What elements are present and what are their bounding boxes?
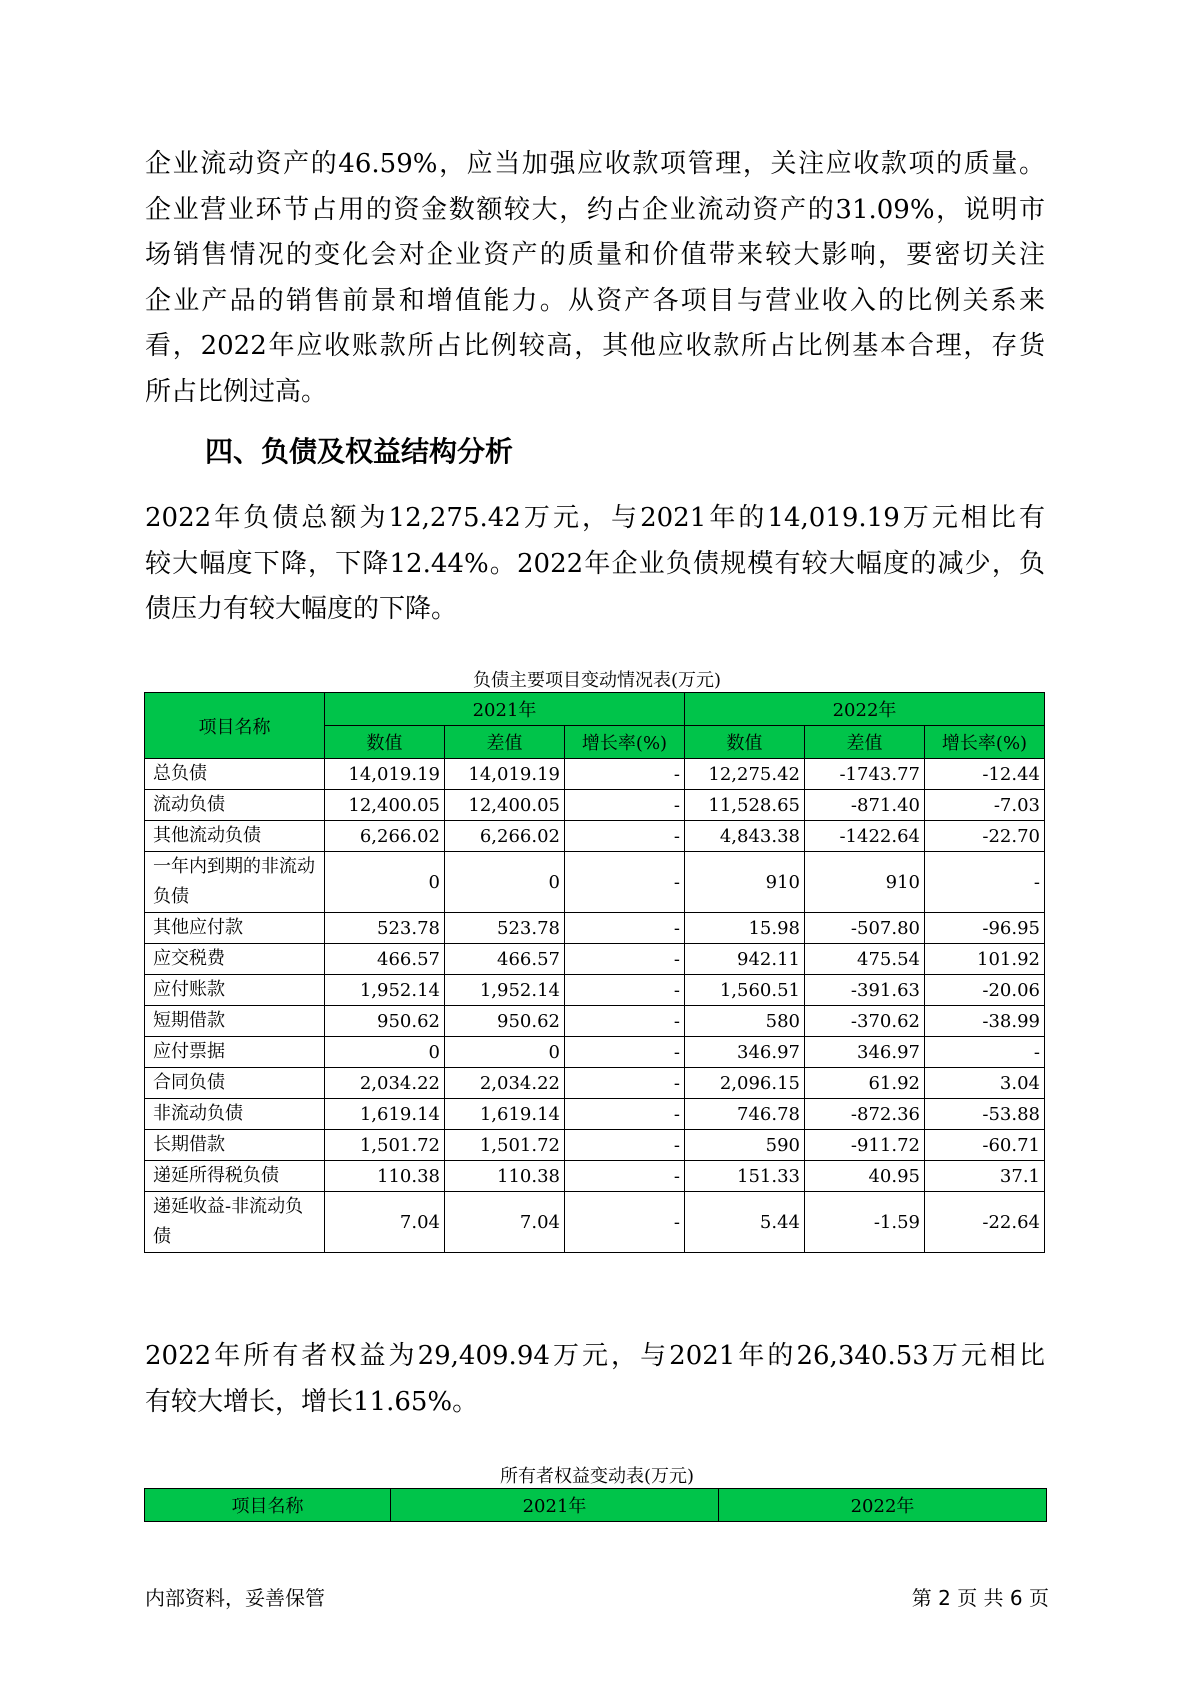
cell-value: - [565, 759, 685, 790]
cell-value: - [565, 944, 685, 975]
cell-value: -12.44 [925, 759, 1045, 790]
cell-value: 942.11 [685, 944, 805, 975]
cell-value: - [565, 1037, 685, 1068]
row-item-name: 流动负债 [145, 790, 325, 821]
cell-value: - [565, 1130, 685, 1161]
table-caption-liabilities: 负债主要项目变动情况表(万元) [472, 670, 722, 691]
text-line: 2022年所有者权益为29,409.94万元，与2021年的26,340.53万元相比 [145, 1341, 1045, 1371]
cell-value: -911.72 [805, 1130, 925, 1161]
cell-value: -391.63 [805, 975, 925, 1006]
cell-value: -370.62 [805, 1006, 925, 1037]
cell-value: 346.97 [805, 1037, 925, 1068]
cell-value: 2,034.22 [445, 1068, 565, 1099]
cell-value: 2,096.15 [685, 1068, 805, 1099]
cell-value: 1,952.14 [445, 975, 565, 1006]
text-line: 有较大增长，增长11.65%。 [145, 1386, 479, 1417]
cell-value: -871.40 [805, 790, 925, 821]
cell-value: -507.80 [805, 913, 925, 944]
cell-value: 1,619.14 [325, 1099, 445, 1130]
cell-value: - [565, 1068, 685, 1099]
cell-value: -872.36 [805, 1099, 925, 1130]
cell-value: 151.33 [685, 1161, 805, 1192]
text-line: 企业产品的销售前景和增值能力。从资产各项目与营业收入的比例关系来 [145, 285, 1045, 316]
cell-value: 1,501.72 [445, 1130, 565, 1161]
cell-value: 3.04 [925, 1068, 1045, 1099]
cell-value: -60.71 [925, 1130, 1045, 1161]
cell-value: 40.95 [805, 1161, 925, 1192]
column-header-growth-rate: 增长率(%) [925, 726, 1045, 759]
cell-value: 101.92 [925, 944, 1045, 975]
cell-value: -1422.64 [805, 821, 925, 852]
cell-value: 346.97 [685, 1037, 805, 1068]
table-row [145, 1192, 1045, 1253]
cell-value: 950.62 [445, 1006, 565, 1037]
cell-value: 6,266.02 [325, 821, 445, 852]
cell-value: 0 [325, 1037, 445, 1068]
cell-value: 0 [445, 852, 565, 913]
equity-table [144, 1488, 1047, 1522]
cell-value: 11,528.65 [685, 790, 805, 821]
row-item-name: 递延所得税负债 [145, 1161, 325, 1192]
cell-value: 590 [685, 1130, 805, 1161]
column-header-year-2021: 2021年 [391, 1489, 719, 1522]
cell-value: - [565, 790, 685, 821]
cell-value: 6,266.02 [445, 821, 565, 852]
cell-value: 1,619.14 [445, 1099, 565, 1130]
cell-value: 4,843.38 [685, 821, 805, 852]
text-line: 场销售情况的变化会对企业资产的质量和价值带来较大影响，要密切关注 [145, 240, 1045, 270]
cell-value: - [565, 1099, 685, 1130]
row-item-name: 递延收益-非流动负债 [145, 1192, 325, 1253]
section-heading: 四、负债及权益结构分析 [205, 435, 514, 468]
cell-value: -20.06 [925, 975, 1045, 1006]
cell-value: - [565, 975, 685, 1006]
cell-value: 12,400.05 [445, 790, 565, 821]
table-row [145, 1099, 1045, 1130]
table-row [145, 759, 1045, 790]
cell-value: - [565, 852, 685, 913]
cell-value: 910 [805, 852, 925, 913]
cell-value: 12,275.42 [685, 759, 805, 790]
cell-value: - [565, 913, 685, 944]
cell-value: 0 [325, 852, 445, 913]
cell-value: 15.98 [685, 913, 805, 944]
cell-value: -1.59 [805, 1192, 925, 1253]
column-header-value: 数值 [685, 726, 805, 759]
column-header-item-name: 项目名称 [145, 1489, 391, 1522]
footer-confidential-note: 内部资料，妥善保管 [145, 1586, 325, 1610]
cell-value: - [925, 852, 1045, 913]
cell-value: - [925, 1037, 1045, 1068]
cell-value: 14,019.19 [445, 759, 565, 790]
cell-value: 475.54 [805, 944, 925, 975]
row-item-name: 非流动负债 [145, 1099, 325, 1130]
cell-value: - [565, 1192, 685, 1253]
cell-value: 5.44 [685, 1192, 805, 1253]
cell-value: 523.78 [325, 913, 445, 944]
table-row [145, 821, 1045, 852]
table-row [145, 1037, 1045, 1068]
row-item-name: 短期借款 [145, 1006, 325, 1037]
cell-value: - [565, 1006, 685, 1037]
cell-value: -38.99 [925, 1006, 1045, 1037]
paragraph-liabilities-summary [145, 496, 1045, 633]
text-line: 所占比例过高。 [145, 376, 328, 407]
table-row [145, 1006, 1045, 1037]
cell-value: - [565, 1161, 685, 1192]
table-row [145, 1068, 1045, 1099]
text-line: 2022年负债总额为12,275.42万元，与2021年的14,019.19万元相比有 [145, 503, 1045, 533]
column-header-year-2022: 2022年 [719, 1489, 1047, 1522]
row-item-name: 其他流动负债 [145, 821, 325, 852]
table-caption-equity: 所有者权益变动表(万元) [499, 1466, 695, 1487]
row-item-name: 其他应付款 [145, 913, 325, 944]
liabilities-table [144, 692, 1045, 1253]
cell-value: 7.04 [325, 1192, 445, 1253]
column-header-difference: 差值 [805, 726, 925, 759]
cell-value: 1,560.51 [685, 975, 805, 1006]
cell-value: 0 [445, 1037, 565, 1068]
cell-value: -96.95 [925, 913, 1045, 944]
footer-page-number: 第 2 页 共 6 页 [911, 1586, 1049, 1610]
table-row [145, 852, 1045, 913]
table-row [145, 913, 1045, 944]
text-line: 债压力有较大幅度的下降。 [145, 594, 458, 624]
cell-value: 61.92 [805, 1068, 925, 1099]
cell-value: 950.62 [325, 1006, 445, 1037]
cell-value: 523.78 [445, 913, 565, 944]
row-item-name: 应交税费 [145, 944, 325, 975]
cell-value: -22.64 [925, 1192, 1045, 1253]
cell-value: -22.70 [925, 821, 1045, 852]
table-row [145, 975, 1045, 1006]
cell-value: 14,019.19 [325, 759, 445, 790]
cell-value: 2,034.22 [325, 1068, 445, 1099]
cell-value: 466.57 [325, 944, 445, 975]
column-header-year-2021: 2021年 [325, 693, 685, 726]
text-line: 较大幅度下降，下降12.44%。2022年企业负债规模有较大幅度的减少，负 [145, 548, 1045, 579]
row-item-name: 合同负债 [145, 1068, 325, 1099]
paragraph-equity-summary [145, 1334, 1045, 1425]
table-row [145, 1161, 1045, 1192]
cell-value: -7.03 [925, 790, 1045, 821]
cell-value: 910 [685, 852, 805, 913]
row-item-name: 总负债 [145, 759, 325, 790]
row-item-name: 长期借款 [145, 1130, 325, 1161]
cell-value: 580 [685, 1006, 805, 1037]
cell-value: 1,952.14 [325, 975, 445, 1006]
row-item-name: 应付票据 [145, 1037, 325, 1068]
column-header-difference: 差值 [445, 726, 565, 759]
cell-value: -53.88 [925, 1099, 1045, 1130]
cell-value: 110.38 [325, 1161, 445, 1192]
column-header-value: 数值 [325, 726, 445, 759]
cell-value: - [565, 821, 685, 852]
paragraph-assets-analysis [145, 142, 1045, 415]
row-item-name: 应付账款 [145, 975, 325, 1006]
cell-value: 746.78 [685, 1099, 805, 1130]
column-header-year-2022: 2022年 [685, 693, 1045, 726]
cell-value: 7.04 [445, 1192, 565, 1253]
cell-value: -1743.77 [805, 759, 925, 790]
cell-value: 110.38 [445, 1161, 565, 1192]
text-line: 看，2022年应收账款所占比例较高，其他应收款所占比例基本合理，存货 [145, 331, 1045, 361]
column-header-growth-rate: 增长率(%) [565, 726, 685, 759]
row-item-name: 一年内到期的非流动负债 [145, 852, 325, 913]
column-header-item-name: 项目名称 [145, 693, 325, 759]
cell-value: 12,400.05 [325, 790, 445, 821]
table-row [145, 944, 1045, 975]
text-line: 企业流动资产的46.59%，应当加强应收款项管理，关注应收款项的质量。 [145, 149, 1045, 179]
table-row [145, 1130, 1045, 1161]
text-line: 企业营业环节占用的资金数额较大，约占企业流动资产的31.09%，说明市 [145, 194, 1045, 225]
cell-value: 1,501.72 [325, 1130, 445, 1161]
cell-value: 37.1 [925, 1161, 1045, 1192]
cell-value: 466.57 [445, 944, 565, 975]
table-row [145, 790, 1045, 821]
